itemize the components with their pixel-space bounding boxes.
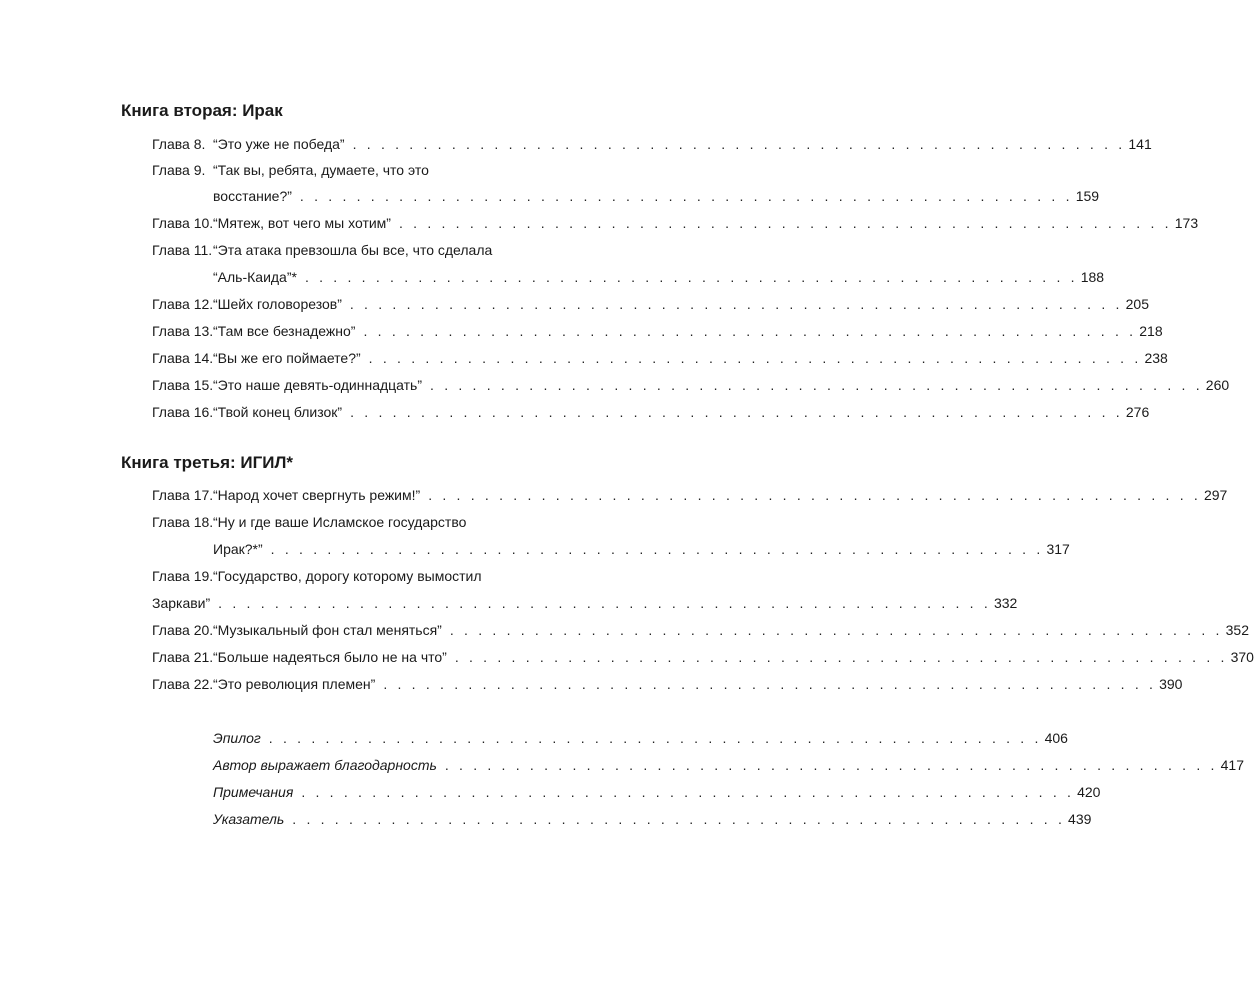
chapter-title: “Вы же его поймаете?” [213, 350, 361, 366]
chapter-label: Глава 17. [152, 487, 214, 503]
toc-entry-chapter-15[interactable] [152, 375, 1230, 395]
toc-entry-chapter-14[interactable] [152, 348, 1168, 368]
toc-entry-chapter-19-line2[interactable] [152, 593, 1018, 613]
section-title: Эпилог [213, 730, 261, 746]
section-title: Примечания [213, 784, 294, 800]
chapter-title-cont: Заркави” [152, 595, 211, 611]
dot-leader: . . . . . . . . . . . . . . . . . . . . . . . . . . . . . . . . . . . . . . . . . . . . . . . . . . . . . . . [449, 622, 1223, 638]
chapter-label: Глава 19. [152, 568, 214, 584]
chapter-label: Глава 22. [152, 676, 214, 692]
page-number: 173 [1174, 215, 1199, 231]
page-number: 188 [1080, 269, 1105, 285]
page-number: 317 [1046, 541, 1070, 557]
dot-leader: . . . . . . . . . . . . . . . . . . . . . . . . . . . . . . . . . . . . . . . . . . . . . . . . . . . . . . . [352, 136, 1126, 152]
page-number: 370 [1230, 649, 1254, 665]
section-title: Указатель [213, 811, 285, 827]
page-number: 297 [1203, 487, 1228, 503]
page-number: 390 [1159, 676, 1183, 692]
chapter-title: “Это уже не победа” [213, 136, 345, 152]
toc-entry-index[interactable] [213, 809, 1092, 829]
toc-entry-chapter-12[interactable] [152, 294, 1149, 314]
page-number: 238 [1144, 350, 1168, 366]
dot-leader: . . . . . . . . . . . . . . . . . . . . . . . . . . . . . . . . . . . . . . . . . . . . . . . . . . . . . . . [363, 323, 1137, 339]
page-number: 406 [1044, 730, 1068, 746]
chapter-label: Глава 18. [152, 514, 214, 530]
page-number: 276 [1125, 404, 1150, 420]
book-two-title: Книга вторая: Ирак [121, 101, 283, 120]
toc-entry-chapter-10[interactable] [152, 213, 1199, 233]
chapter-label: Глава 20. [152, 622, 214, 638]
toc-entry-chapter-20[interactable] [152, 620, 1249, 640]
toc-entry-acknowledgements[interactable] [213, 755, 1244, 775]
chapter-label: Глава 16. [152, 404, 214, 420]
chapter-title: “Народ хочет свергнуть режим!” [213, 487, 421, 503]
toc-entry-chapter-18-line1[interactable] [152, 512, 581, 532]
dot-leader: . . . . . . . . . . . . . . . . . . . . . . . . . . . . . . . . . . . . . . . . . . . . . . . . . . . . . . . [304, 269, 1078, 285]
chapter-title: “Так вы, ребята, думаете, что это [213, 162, 429, 178]
chapter-title: “Это революция племен” [213, 676, 376, 692]
chapter-title: “Эта атака превзошла бы все, что сделала [213, 242, 493, 258]
dot-leader: . . . . . . . . . . . . . . . . . . . . . . . . . . . . . . . . . . . . . . . . . . . . . . . . . . . . . . . [349, 296, 1123, 312]
toc-entry-chapter-11-line1[interactable] [152, 240, 581, 260]
page-number: 141 [1128, 136, 1152, 152]
chapter-label: Глава 8. [152, 136, 206, 152]
toc-entry-epilogue[interactable] [213, 728, 1068, 748]
chapter-title: “Мятеж, вот чего мы хотим” [213, 215, 391, 231]
page-number: 352 [1225, 622, 1249, 638]
toc-entry-chapter-9-line2[interactable] [213, 186, 1100, 206]
chapter-label: Глава 13. [152, 323, 214, 339]
page-number: 332 [993, 595, 1018, 611]
page-number: 260 [1205, 377, 1230, 393]
chapter-title: “Там все безнадежно” [213, 323, 356, 339]
chapter-label: Глава 9. [152, 162, 206, 178]
chapter-title-cont: Ирак?*” [213, 541, 263, 557]
chapter-label: Глава 12. [152, 296, 214, 312]
book-three-title: Книга третья: ИГИЛ* [121, 453, 293, 472]
page-number: 205 [1125, 296, 1149, 312]
chapter-title: “Музыкальный фон стал меняться” [213, 622, 442, 638]
toc-entry-chapter-16[interactable] [152, 402, 1150, 422]
toc-entry-chapter-8[interactable] [152, 134, 1152, 154]
section-title: Автор выражает благодарность [213, 757, 437, 773]
chapter-title-cont: “Аль-Каида”* [213, 269, 297, 285]
toc-entry-chapter-9-line1[interactable] [152, 160, 581, 180]
page-number: 439 [1068, 811, 1092, 827]
toc-entry-chapter-18-line2[interactable] [213, 539, 1070, 559]
dot-leader: . . . . . . . . . . . . . . . . . . . . . . . . . . . . . . . . . . . . . . . . . . . . . . . . . . . . . . . [428, 487, 1201, 503]
toc-entry-chapter-17[interactable] [152, 485, 1228, 505]
dot-leader: . . . . . . . . . . . . . . . . . . . . . . . . . . . . . . . . . . . . . . . . . . . . . . . . . . . . . . . [292, 811, 1066, 827]
page-number: 417 [1220, 757, 1244, 773]
dot-leader: . . . . . . . . . . . . . . . . . . . . . . . . . . . . . . . . . . . . . . . . . . . . . . . . . . . . . . . [299, 188, 1073, 204]
dot-leader: . . . . . . . . . . . . . . . . . . . . . . . . . . . . . . . . . . . . . . . . . . . . . . . . . . . . . . . [398, 215, 1172, 231]
chapter-label: Глава 15. [152, 377, 214, 393]
chapter-title: “Государство, дорогу которому вымостил [213, 568, 482, 584]
chapter-title: “Твой конец близок” [213, 404, 343, 420]
chapter-title: “Шейх головорезов” [213, 296, 342, 312]
toc-entry-notes[interactable] [213, 782, 1101, 802]
chapter-title: “Это наше девять-одиннадцать” [213, 377, 423, 393]
chapter-label: Глава 14. [152, 350, 214, 366]
chapter-title-cont: восстание?” [213, 188, 292, 204]
dot-leader: . . . . . . . . . . . . . . . . . . . . . . . . . . . . . . . . . . . . . . . . . . . . . . . . . . . . . . . [301, 784, 1075, 800]
chapter-title: “Ну и где ваше Исламское государство [213, 514, 467, 530]
dot-leader: . . . . . . . . . . . . . . . . . . . . . . . . . . . . . . . . . . . . . . . . . . . . . . . . . . . . . . . [383, 676, 1157, 692]
toc-entry-chapter-21[interactable] [152, 647, 1254, 667]
toc-entry-chapter-22[interactable] [152, 674, 1183, 694]
dot-leader: . . . . . . . . . . . . . . . . . . . . . . . . . . . . . . . . . . . . . . . . . . . . . . . . . . . . . . . [368, 350, 1142, 366]
dot-leader: . . . . . . . . . . . . . . . . . . . . . . . . . . . . . . . . . . . . . . . . . . . . . . . . . . . . . . . [350, 404, 1123, 420]
page-number: 218 [1139, 323, 1163, 339]
dot-leader: . . . . . . . . . . . . . . . . . . . . . . . . . . . . . . . . . . . . . . . . . . . . . . . . . . . . . . . [218, 595, 991, 611]
toc-entry-chapter-19-line1[interactable] [152, 566, 581, 586]
page-number: 420 [1077, 784, 1101, 800]
chapter-title: “Больше надеяться было не на что” [213, 649, 447, 665]
chapter-label: Глава 21. [152, 649, 214, 665]
chapter-label: Глава 11. [152, 242, 213, 258]
toc-entry-chapter-13[interactable] [152, 321, 1163, 341]
chapter-label: Глава 10. [152, 215, 214, 231]
dot-leader: . . . . . . . . . . . . . . . . . . . . . . . . . . . . . . . . . . . . . . . . . . . . . . . . . . . . . . . [444, 757, 1218, 773]
dot-leader: . . . . . . . . . . . . . . . . . . . . . . . . . . . . . . . . . . . . . . . . . . . . . . . . . . . . . . . [454, 649, 1228, 665]
dot-leader: . . . . . . . . . . . . . . . . . . . . . . . . . . . . . . . . . . . . . . . . . . . . . . . . . . . . . . . [430, 377, 1203, 393]
toc-entry-chapter-11-line2[interactable] [213, 267, 1105, 287]
page-number: 159 [1075, 188, 1100, 204]
dot-leader: . . . . . . . . . . . . . . . . . . . . . . . . . . . . . . . . . . . . . . . . . . . . . . . . . . . . . . . [268, 730, 1042, 746]
dot-leader: . . . . . . . . . . . . . . . . . . . . . . . . . . . . . . . . . . . . . . . . . . . . . . . . . . . . . . . [270, 541, 1044, 557]
